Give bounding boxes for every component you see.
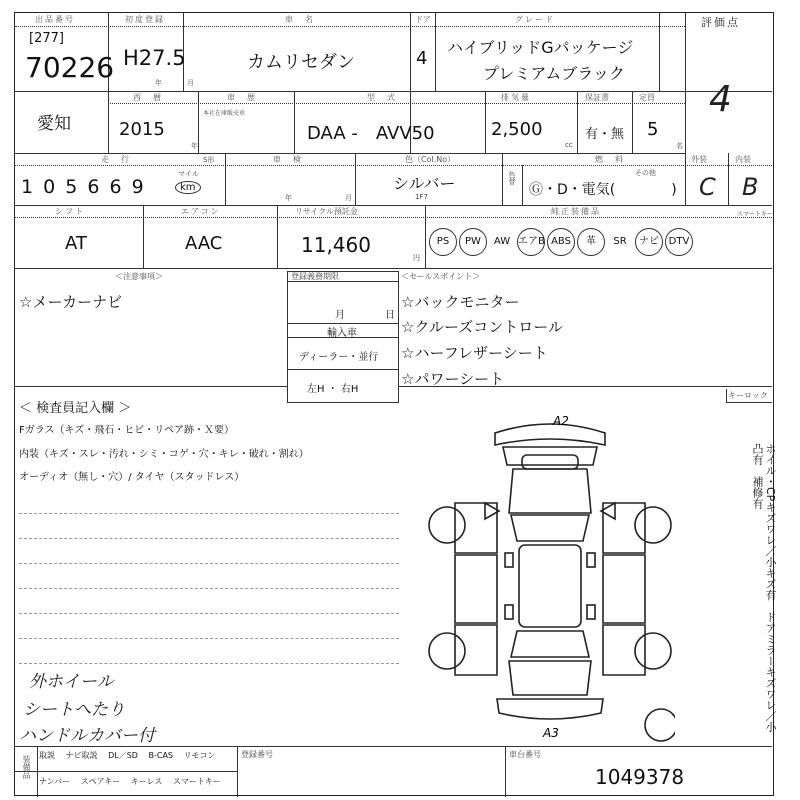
color-caption: 色（Col.No）	[405, 155, 456, 164]
registration-number-caption: 登録番号	[241, 750, 273, 759]
first-reg-caption: 初度登録	[125, 15, 165, 24]
type-value: DAA - AVV50	[307, 123, 435, 144]
disp-value: 2,500	[491, 119, 543, 140]
inspection-caption: 車 検	[273, 155, 303, 164]
doors-caption: ドア	[415, 15, 431, 24]
footer-item: 取説	[39, 751, 55, 760]
equipment-item: ABS	[547, 228, 575, 256]
keylock-label: キーロック	[728, 391, 768, 400]
history-caption: 車 歴	[227, 93, 257, 102]
vin-caption: 車台番号	[509, 750, 541, 759]
inspection-month: 月	[345, 194, 352, 202]
recycle-caption: リサイクル預託金	[295, 207, 358, 216]
year-caption: 西 暦	[133, 93, 163, 102]
sales-point-2: ☆クルーズコントロール	[401, 318, 563, 336]
grade-line1: ハイブリッドGパッケージ	[447, 38, 634, 57]
auction-sheet	[14, 12, 777, 796]
lot-number: 70226	[25, 51, 115, 84]
warranty-value: 有・無	[585, 127, 625, 142]
handwritten-note-1: 外ホイール	[29, 672, 114, 692]
doors-value: 4	[416, 48, 428, 69]
reg-day: 日	[385, 310, 395, 321]
first-reg-year-unit: 年	[155, 79, 162, 87]
equipment-item: PW	[459, 228, 487, 256]
handwritten-note-2: シートへたり	[23, 700, 125, 720]
shift-value: AT	[65, 233, 87, 254]
area-value: 愛知	[37, 114, 71, 134]
footer-item: リモコン	[183, 751, 216, 760]
reg-caption: 登録義務期限	[291, 272, 339, 281]
equipment-item: AW	[493, 236, 511, 247]
import-label: 輸入車	[327, 328, 357, 339]
footer-item: スマートキー	[172, 777, 221, 786]
caution-text: ☆メーカーナビ	[19, 293, 123, 311]
type-caption: 型 式	[367, 93, 397, 102]
footer-item: キーレス	[130, 777, 163, 786]
seats-caption: 定員	[639, 93, 655, 102]
diagram-mark-front: A2	[553, 414, 569, 428]
vin-value: 1049378	[595, 765, 685, 789]
footer-items-row-1	[39, 750, 237, 761]
interior-value: B	[742, 173, 759, 201]
equipment-item: PS	[429, 228, 457, 256]
footer-label: 装備品	[22, 755, 31, 779]
equipment-item: DTV	[665, 228, 693, 256]
footer-item: ナンバー	[39, 777, 71, 786]
lot-caption: 出品番号	[35, 15, 75, 24]
footer-item: スペアキー	[80, 777, 121, 786]
fuel-other: その他	[635, 169, 656, 177]
mileage-value: 1 0 5 6 6 9	[21, 176, 146, 198]
inspector-title: ＜ 検査員記入欄 ＞	[19, 401, 132, 416]
footer-item: DL／SD	[108, 751, 138, 760]
equipment-item: SR	[613, 236, 627, 247]
steering-label: 左H ・ 右H	[307, 384, 359, 395]
sales-point-4: ☆パワーシート	[401, 370, 505, 388]
sales-point-3: ☆ハーフレザーシート	[401, 344, 548, 362]
first-reg-month-unit: 月	[187, 79, 194, 87]
grade-line2: プレミアムブラック	[483, 64, 625, 83]
lot-small: [277]	[29, 31, 64, 46]
caution-caption: ＜注意事項＞	[115, 272, 163, 281]
history-sub: 本社在庫販売車	[203, 110, 246, 117]
grade-caption: グレード	[515, 15, 555, 24]
equipment-item: 革	[577, 228, 605, 256]
disp-caption: 排気量	[501, 93, 531, 102]
equipment-caption: 純正装備品	[551, 207, 601, 216]
shift-caption: シフト	[55, 207, 85, 216]
car-damage-diagram	[425, 403, 675, 743]
footer-items-row-2	[39, 776, 237, 787]
year-unit: 年	[191, 142, 198, 150]
sales-point-1: ☆バックモニター	[401, 293, 520, 311]
exterior-caption: 外装	[691, 155, 707, 164]
footer-item: B-CAS	[148, 751, 174, 760]
first-reg-value: H27.5	[123, 46, 186, 70]
color-code: 1F7	[415, 193, 428, 201]
seats-value: 5	[647, 119, 659, 140]
exterior-value: C	[699, 173, 716, 201]
model-caption: 車 名	[285, 15, 315, 24]
rating-caption: 評価点	[701, 16, 740, 29]
fuel-value: Ⓖ・D・電気( )	[529, 182, 677, 198]
mileage-sub: S形	[203, 156, 215, 164]
recycle-unit: 円	[413, 254, 420, 262]
warranty-caption: 保証書	[585, 93, 609, 102]
sales-caption: ＜セールスポイント＞	[401, 272, 481, 281]
rating-value: 4	[709, 79, 732, 120]
ac-caption: エアコン	[181, 207, 221, 216]
color-change-label: 色替	[508, 171, 516, 185]
reg-month: 月	[335, 310, 345, 321]
model-name: カムリセダン	[247, 52, 355, 73]
inspector-line-3: オーディオ（無し・穴）/ タイヤ（スタッドレス）	[19, 472, 245, 483]
mileage-unit-mile: マイル	[178, 170, 199, 178]
mileage-caption: 走 行	[101, 155, 131, 164]
handwritten-note-3: ハンドルカバー付	[19, 726, 155, 746]
color-value: シルバー	[393, 174, 456, 193]
equipment-item: ナビ	[635, 228, 663, 256]
ac-value: AAC	[185, 233, 223, 254]
seats-unit: 名	[676, 142, 683, 150]
recycle-value: 11,460	[301, 233, 371, 257]
fuel-caption: 燃 料	[595, 155, 625, 164]
disp-unit: cc	[565, 141, 573, 149]
interior-caption: 内装	[735, 155, 751, 164]
inspector-line-1: Fガラス（キズ・飛石・ヒビ・リペア跡・Ｘ要）	[19, 425, 235, 436]
mileage-unit-km: km	[175, 181, 201, 194]
equipment-list	[429, 228, 774, 258]
diagram-mark-rear: A3	[543, 726, 559, 740]
inspector-side-note: ホイル・CPキズワレ／小キズ有 ドアミラーキズワレ／小凸有 補修有	[751, 443, 777, 733]
equipment-item: エアB	[517, 228, 545, 256]
inspector-line-2: 内装（キズ・スレ・汚れ・シミ・コゲ・穴・キレ・破れ・割れ）	[19, 449, 309, 460]
footer-item: ナビ取説	[65, 751, 98, 760]
inspection-year: 年	[285, 194, 292, 202]
year-value: 2015	[119, 119, 165, 140]
dealer-label: ディーラー・並行	[299, 352, 379, 363]
keyless-caption: スマートキー	[737, 211, 773, 218]
